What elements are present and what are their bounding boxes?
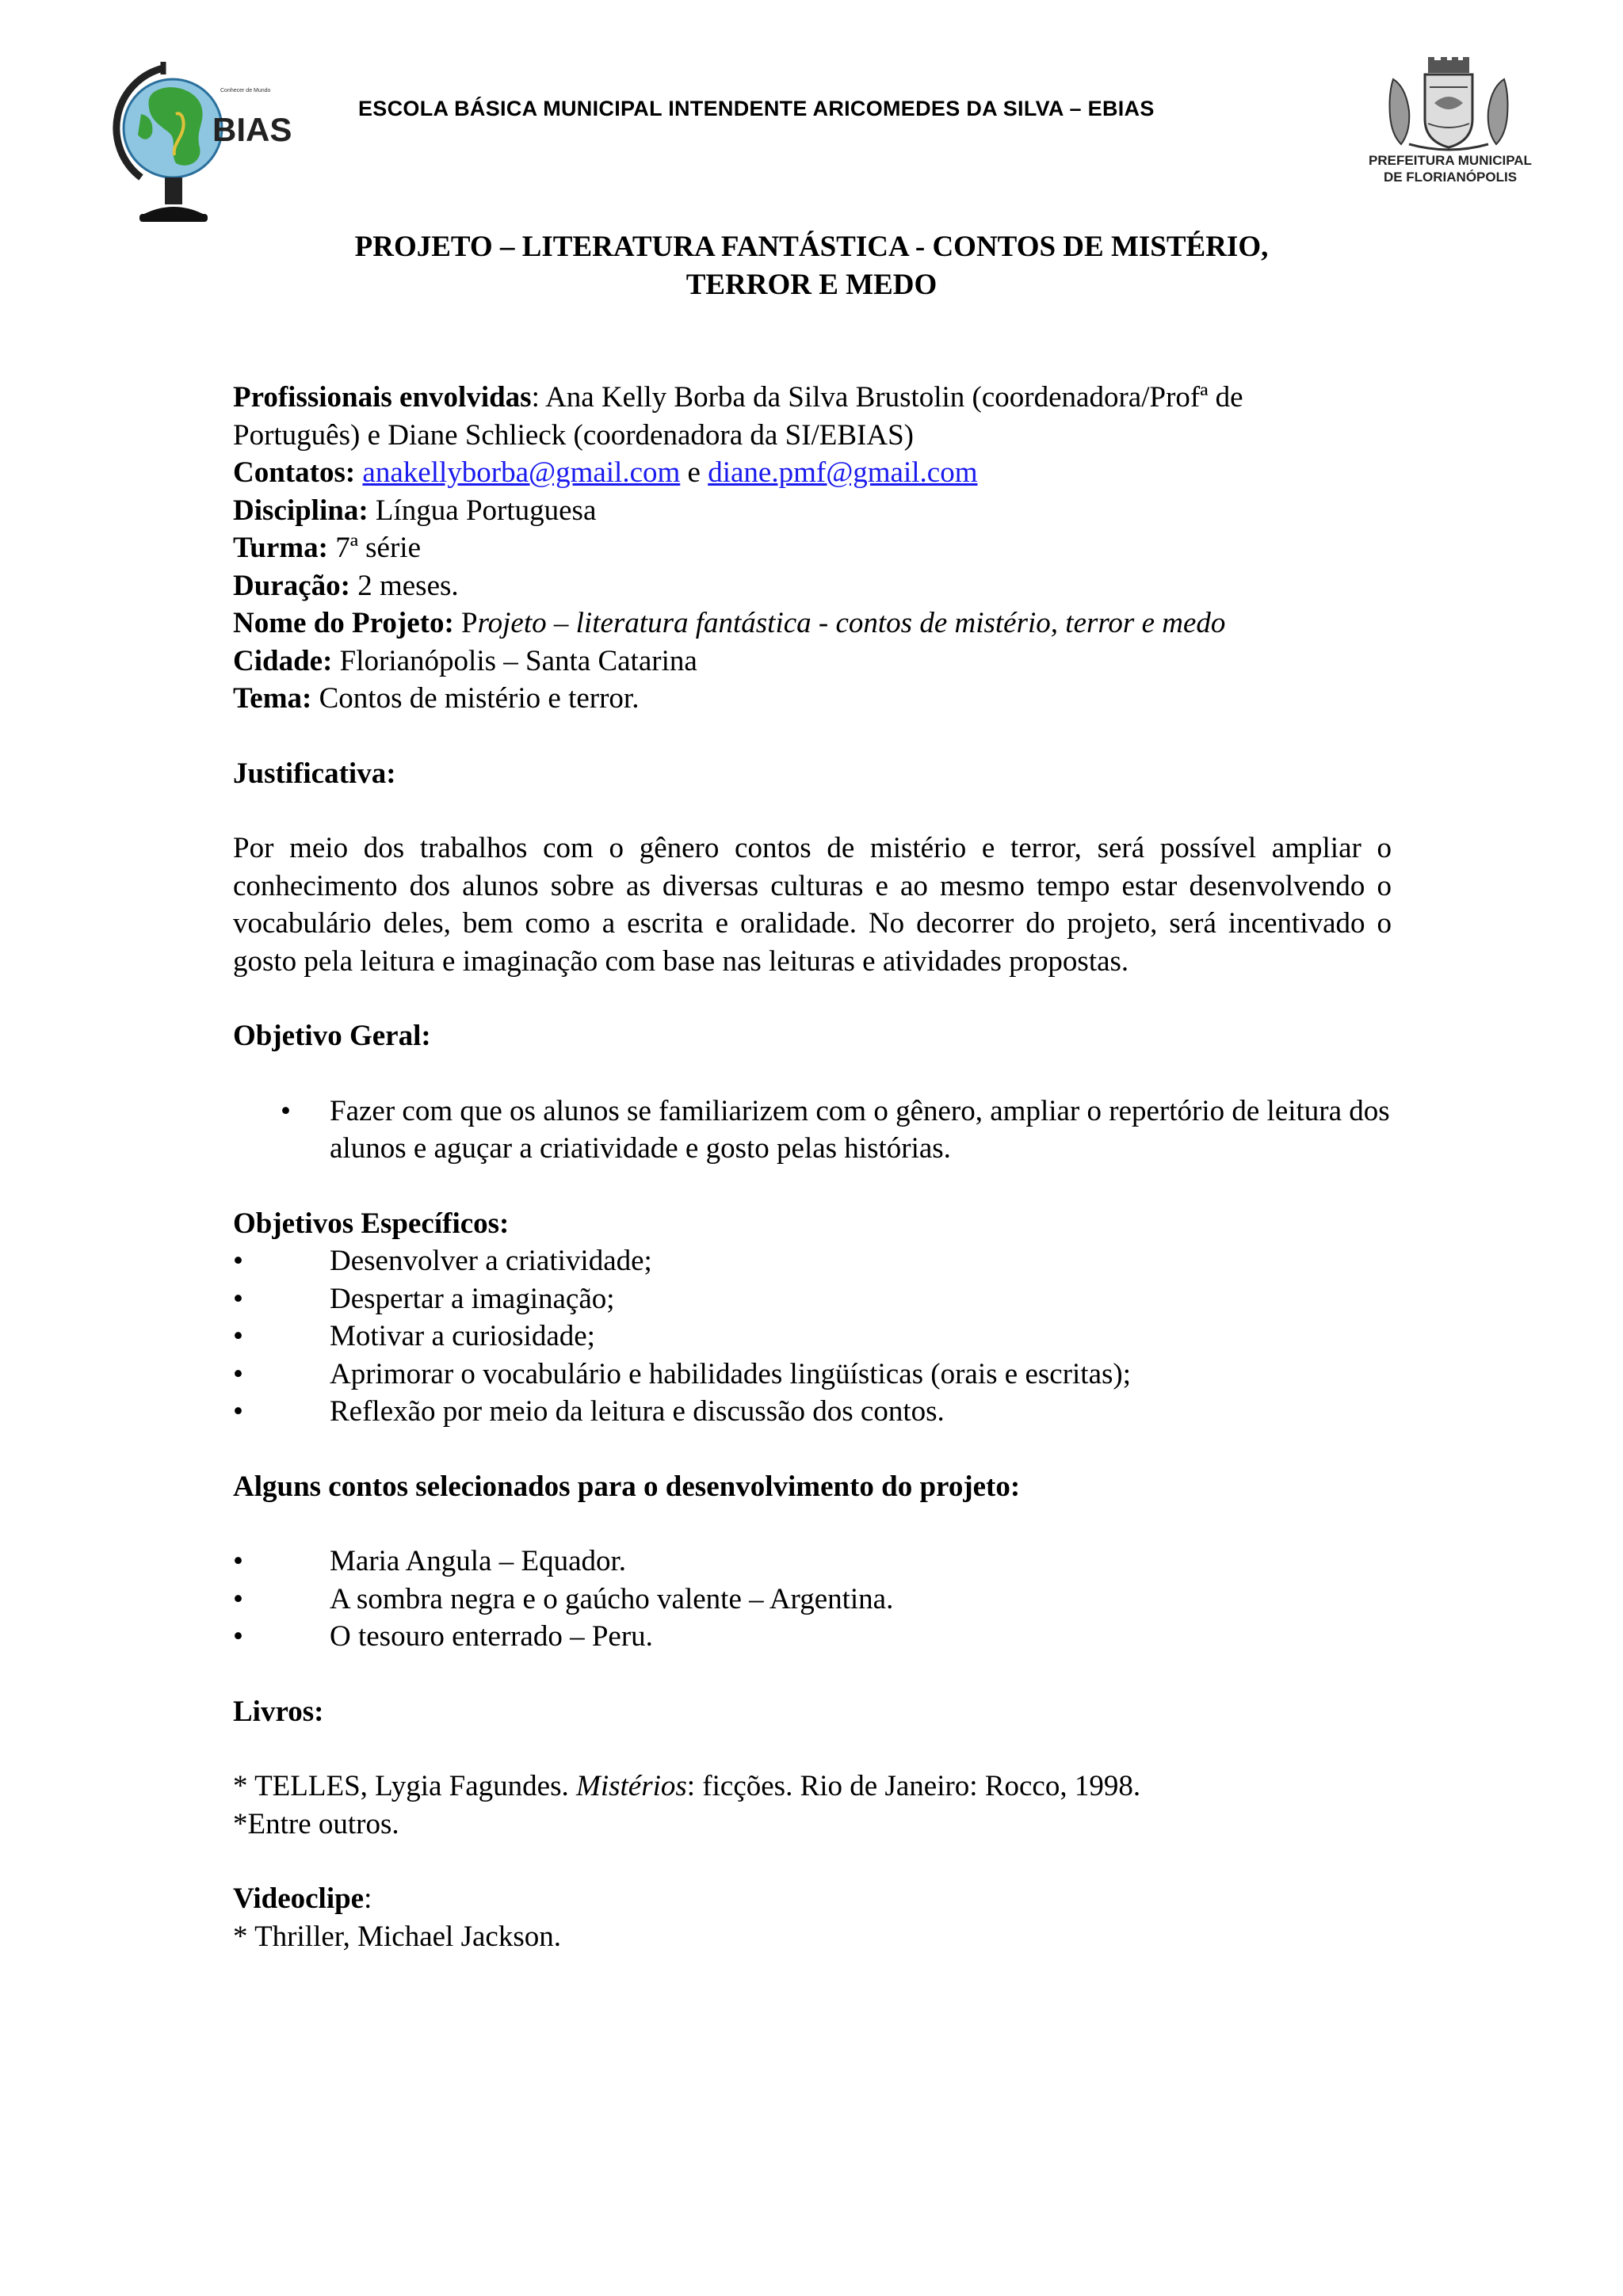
disciplina-value: Língua Portuguesa xyxy=(368,494,597,527)
list-item xyxy=(233,1280,1392,1318)
duracao-value: 2 meses. xyxy=(349,569,459,602)
justificativa-heading: Justificativa: xyxy=(233,757,396,790)
email-separator: e xyxy=(680,456,708,489)
objetivo-geral-heading: Objetivo Geral: xyxy=(233,1020,431,1052)
turma-value: 7ª série xyxy=(327,532,421,564)
livros-others: *Entre outros. xyxy=(233,1807,399,1840)
disciplina-line xyxy=(233,492,1392,530)
tema-value: Contos de mistério e terror. xyxy=(311,682,640,715)
profissionais-label: Profissionais envolvidas xyxy=(233,381,532,414)
videoclipe-colon: : xyxy=(364,1882,372,1915)
turma-label: Turma: xyxy=(233,532,328,564)
logo-text: BIAS xyxy=(212,111,292,148)
bullet-icon: • xyxy=(233,1582,243,1615)
duracao-line xyxy=(233,567,1392,605)
bullet-icon: • xyxy=(281,1094,291,1127)
cidade-label: Cidade: xyxy=(233,644,333,677)
profissionais-line-2: Português) e Diane Schlieck (coordenadora da SI/EBIAS) xyxy=(233,418,914,452)
nome-projeto-label: Nome do Projeto: xyxy=(233,607,454,639)
prefeitura-label xyxy=(1347,152,1553,185)
email-link-2[interactable]: diane.pmf@gmail.com xyxy=(708,456,978,489)
bullet-icon: • xyxy=(233,1545,243,1577)
bullet-icon: • xyxy=(233,1282,243,1315)
list-item-text: Maria Angula – Equador. xyxy=(330,1545,627,1577)
disciplina-label: Disciplina: xyxy=(233,494,369,527)
list-item xyxy=(233,1242,1392,1280)
title-line2: TERROR E MEDO xyxy=(685,269,938,301)
bullet-icon: • xyxy=(233,1620,243,1653)
list-item-text: Aprimorar o vocabulário e habilidades lingüísticas (orais e escritas); xyxy=(330,1357,1131,1390)
list-item xyxy=(233,1543,1392,1581)
list-item-text: A sombra negra e o gaúcho valente – Argentina. xyxy=(330,1582,894,1615)
list-item-text: O tesouro enterrado – Peru. xyxy=(330,1620,653,1653)
justificativa-text: Por meio dos trabalhos com o gênero contos de mistério e terror, será possível ampliar o conhecimento dos alunos sobre as diversas culturas e ao mesmo tempo estar desenvolvendo o vocabulário deles, bem como a escrita e oralidade. No decorrer do projeto, será incentivado o gosto pela leitura e imaginação com base nas leituras e atividades propostas. xyxy=(233,832,1392,978)
bullet-icon: • xyxy=(233,1357,243,1390)
nome-projeto-initial: P xyxy=(453,607,478,639)
livros-heading: Livros: xyxy=(233,1695,324,1728)
objetivo-geral-text: Fazer com que os alunos se familiarizem com o gênero, ampliar o repertório de leitura dos alunos e aguçar a criatividade e gosto pelas histórias. xyxy=(330,1094,1390,1165)
list-item xyxy=(233,1618,1392,1656)
document-title xyxy=(206,228,1417,304)
list-item xyxy=(233,1581,1392,1619)
contatos-label: Contatos: xyxy=(233,456,356,489)
prefeitura-line1: PREFEITURA MUNICIPAL xyxy=(1369,153,1532,168)
nome-projeto-value: rojeto – literatura fantástica - contos de mistério, terror e medo xyxy=(477,607,1226,639)
profissionais-value-1: : Ana Kelly Borba da Silva Brustolin (coordenadora/Profª de xyxy=(531,381,1243,414)
bullet-icon: • xyxy=(233,1395,243,1428)
duracao-label: Duração: xyxy=(233,569,350,602)
school-name: ESCOLA BÁSICA MUNICIPAL INTENDENTE ARICOMEDES DA SILVA – EBIAS xyxy=(358,97,1155,120)
logo-small-text: Conhecer de Mundo xyxy=(220,88,271,93)
reference-prefix: * TELLES, Lygia Fagundes. xyxy=(233,1770,576,1802)
ebias-logo xyxy=(94,59,292,230)
reference-title: Mistérios xyxy=(576,1770,687,1802)
prefeitura-line2: DE FLORIANÓPOLIS xyxy=(1383,170,1518,185)
document-body xyxy=(233,379,1392,1955)
videoclipe-heading: Videoclipe xyxy=(233,1882,365,1915)
list-item-text: Motivar a curiosidade; xyxy=(330,1320,595,1352)
cidade-line xyxy=(233,643,1392,681)
title-line1: PROJETO – LITERATURA FANTÁSTICA - CONTOS DE MISTÉRIO, xyxy=(354,231,1269,263)
videoclipe-item: * Thriller, Michael Jackson. xyxy=(233,1920,561,1953)
list-item xyxy=(233,1318,1392,1356)
list-item-text: Desenvolver a criatividade; xyxy=(330,1245,652,1277)
cidade-value: Florianópolis – Santa Catarina xyxy=(332,644,697,677)
contos-heading: Alguns contos selecionados para o desenvolvimento do projeto: xyxy=(233,1470,1021,1503)
videoclipe-heading-line xyxy=(233,1880,1392,1918)
list-item-text: Reflexão por meio da leitura e discussão dos contos. xyxy=(330,1395,945,1428)
objetivos-especificos-heading: Objetivos Específicos: xyxy=(233,1207,510,1240)
list-item-text: Despertar a imaginação; xyxy=(330,1282,615,1315)
bullet-icon: • xyxy=(233,1245,243,1277)
bullet-icon: • xyxy=(233,1320,243,1352)
objetivo-geral-item xyxy=(281,1093,1392,1168)
tema-label: Tema: xyxy=(233,682,312,715)
email-link-1[interactable]: anakellyborba@gmail.com xyxy=(362,456,681,489)
profissionais-line xyxy=(233,379,1392,417)
contatos-line xyxy=(233,454,1392,492)
list-item xyxy=(233,1356,1392,1394)
list-item xyxy=(233,1393,1392,1431)
turma-line xyxy=(233,529,1392,567)
reference-suffix: : ficções. Rio de Janeiro: Rocco, 1998. xyxy=(686,1770,1141,1802)
tema-line xyxy=(233,680,1392,718)
livros-reference xyxy=(233,1768,1392,1806)
nome-projeto-line xyxy=(233,605,1392,643)
